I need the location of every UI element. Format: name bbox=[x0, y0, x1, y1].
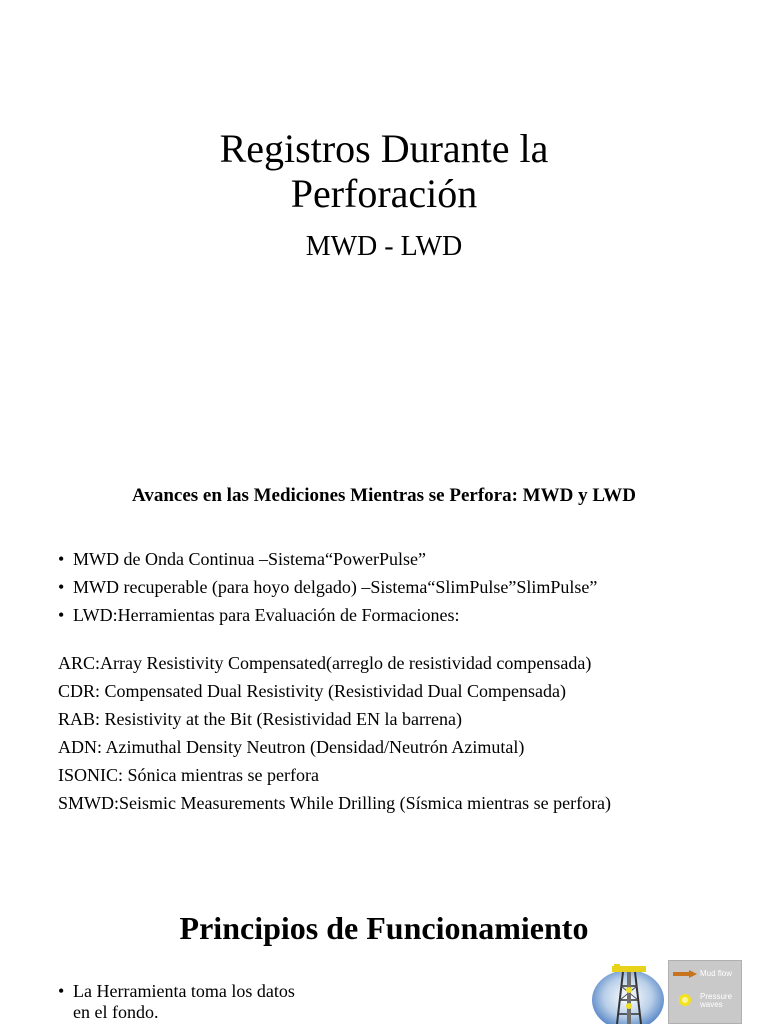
diagram-legend bbox=[668, 960, 742, 1024]
definition-list-lwd-tools bbox=[58, 649, 611, 817]
definition-item: ADN: Azimuthal Density Neutron (Densidad/Neutrón Azimutal) bbox=[58, 737, 525, 757]
definition-item: RAB: Resistivity at the Bit (Resistividad EN la barrena) bbox=[58, 709, 462, 729]
bullet-item: • MWD de Onda Continua –Sistema“PowerPulse” bbox=[58, 545, 597, 573]
definition-item: SMWD:Seismic Measurements While Drilling (Sísmica mientras se perfora) bbox=[58, 793, 612, 813]
bullet-line-2: en el fondo. bbox=[73, 1002, 159, 1022]
bullet-list-mwd bbox=[58, 545, 597, 629]
bullet-line-1: • La Herramienta toma los datos bbox=[73, 981, 295, 1001]
section-heading-advances: Avances en las Mediciones Mientras se Perfora: MWD y LWD bbox=[132, 485, 636, 506]
legend-label-pressure-waves: Pressure waves bbox=[700, 992, 733, 1009]
definition-item: CDR: Compensated Dual Resistivity (Resistividad Dual Compensada) bbox=[58, 681, 566, 701]
subtitle: MWD - LWD bbox=[305, 231, 463, 262]
section-heading-principles: Principios de Funcionamiento bbox=[179, 910, 589, 946]
main-title-line-1: Registros Durante la bbox=[219, 126, 549, 171]
bullet-item: • LWD:Herramientas para Evaluación de Formaciones: bbox=[58, 601, 597, 629]
pressure-pulse-icon bbox=[678, 993, 692, 1007]
main-title-line-2: Perforación bbox=[290, 171, 478, 216]
definition-item: ARC:Array Resistivity Compensated(arreglo de resistividad compensada) bbox=[58, 653, 592, 673]
bullet-item: • MWD recuperable (para hoyo delgado) –Sistema“SlimPulse”SlimPulse” bbox=[58, 573, 597, 601]
drilling-rig-icon bbox=[590, 960, 666, 1024]
bullet-list-principles bbox=[58, 981, 373, 1023]
slide-title-section bbox=[0, 0, 768, 440]
bullet-item bbox=[73, 981, 373, 1023]
legend-item-pressure-waves bbox=[673, 993, 736, 1009]
legend-item-mud-flow bbox=[673, 970, 736, 978]
arrow-right-icon bbox=[673, 970, 697, 978]
legend-label-mud-flow: Mud flow bbox=[700, 969, 733, 978]
main-title bbox=[0, 126, 768, 216]
definition-item: ISONIC: Sónica mientras se perfora bbox=[58, 765, 319, 785]
